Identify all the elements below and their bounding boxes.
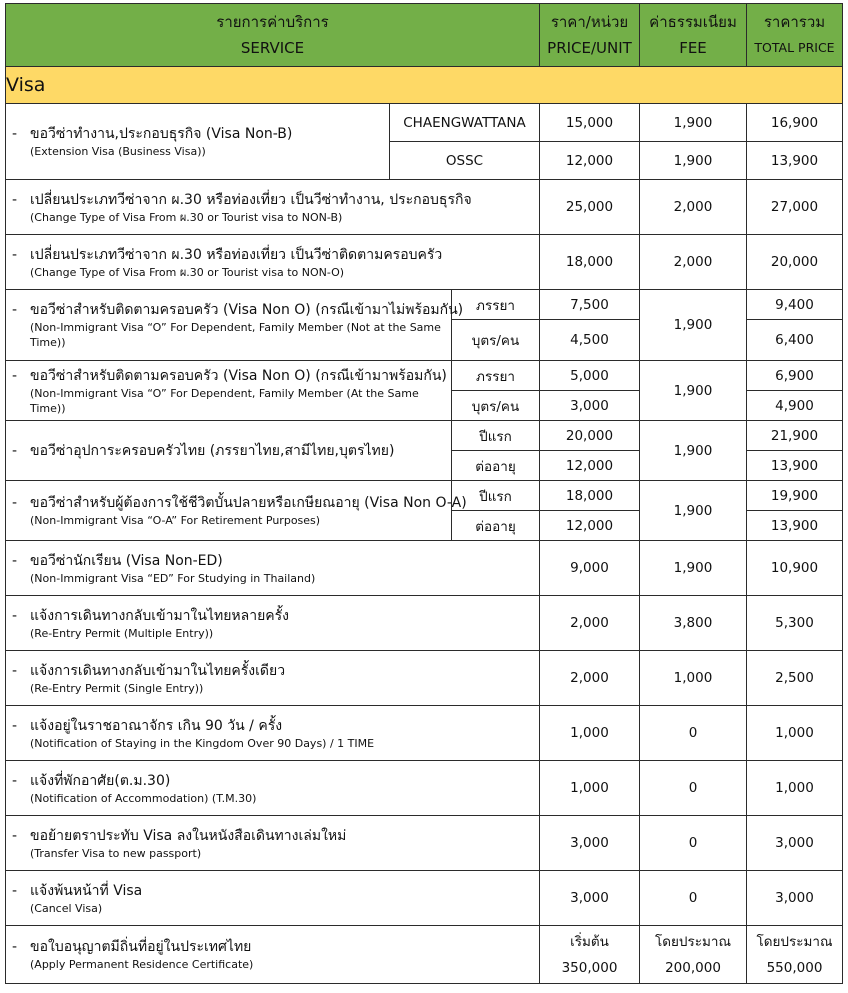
bullet-dash: - (12, 126, 18, 142)
service-name-th: - แจ้งอยู่ในราชอาณาจักร เกิน 90 วัน / ครั้ง (12, 717, 283, 734)
fee-cell: 1,900 (640, 142, 747, 180)
total-header-th: ราคารวม (763, 13, 826, 31)
service-name-en: (Re-Entry Permit (Multiple Entry)) (30, 626, 214, 640)
table-row (6, 180, 843, 235)
bullet-dash: - (12, 302, 18, 318)
sub-option-label: บุตร/คน (452, 320, 540, 361)
pricing-table-body (6, 4, 843, 984)
price-cell: 12,000 (540, 451, 640, 481)
sub-option-label: OSSC (390, 142, 540, 180)
service-name-en: (Non-Immigrant Visa “ED” For Studying in Thailand) (30, 571, 316, 585)
service-description (6, 421, 452, 481)
service-name-en: (Transfer Visa to new passport) (30, 846, 202, 860)
service-name-th: - ขอวีซ่าทำงาน,ประกอบธุรกิจ (Visa Non-B) (12, 126, 293, 142)
bullet-dash: - (12, 827, 18, 844)
bullet-dash: - (12, 662, 18, 679)
price-cell: 12,000 (540, 511, 640, 541)
bullet-dash: - (12, 552, 18, 569)
price-cell: 12,000 (540, 142, 640, 180)
bullet-dash: - (12, 246, 18, 263)
total-cell: 27,000 (747, 180, 843, 235)
service-description (6, 596, 540, 651)
total-cell: 1,000 (747, 761, 843, 816)
service-name-th: - เปลี่ยนประเภทวีซ่าจาก ผ.30 หรือท่องเที่ยว เป็นวีซ่าติดตามครอบครัว (12, 246, 443, 263)
fee-cell: 0 (640, 761, 747, 816)
fee-cell: 1,900 (640, 104, 747, 142)
service-name-en: (Non-Immigrant Visa “O-A” For Retirement Purposes) (30, 514, 321, 527)
price-cell: 3,000 (540, 816, 640, 871)
total-note: โดยประมาณ (756, 933, 833, 950)
fee-value: 200,000 (665, 959, 721, 976)
service-description (6, 481, 467, 541)
fee-cell: 2,000 (640, 235, 747, 290)
service-header (6, 4, 540, 67)
table-row (6, 761, 843, 816)
service-name-th: - ขอวีซ่าสำหรับผู้ต้องการใช้ชีวิตบั้นปลายหรือเกษียณอายุ (Visa Non O-A) (12, 495, 467, 511)
bullet-dash: - (12, 367, 18, 384)
table-row (6, 421, 843, 451)
service-name-en: (Notification of Accommodation) (T.M.30) (30, 791, 257, 805)
bullet-dash: - (12, 939, 18, 955)
total-cell: 3,000 (747, 871, 843, 926)
table-row (6, 361, 843, 391)
service-name-en: (Extension Visa (Business Visa)) (30, 145, 206, 158)
fee-cell (640, 926, 747, 984)
service-name-th: - ขอวีซ่าสำหรับติดตามครอบครัว (Visa Non O) (กรณีเข้ามาพร้อมกัน) (12, 367, 447, 384)
price-cell: 25,000 (540, 180, 640, 235)
bullet-dash: - (12, 191, 18, 208)
bullet-dash: - (12, 882, 18, 899)
total-cell: 19,900 (747, 481, 843, 511)
fee-header-th: ค่าธรรมเนียม (649, 13, 737, 31)
service-description (6, 104, 390, 180)
service-description (6, 290, 464, 361)
table-row (6, 235, 843, 290)
table-row (6, 541, 843, 596)
total-cell: 20,000 (747, 235, 843, 290)
price-cell: 9,000 (540, 541, 640, 596)
pricing-table (5, 3, 843, 984)
sub-option-label: ต่ออายุ (452, 511, 540, 541)
service-description (6, 926, 540, 984)
fee-cell: 1,900 (640, 290, 747, 361)
total-header (747, 4, 843, 67)
fee-note: โดยประมาณ (654, 933, 731, 950)
sub-option-label: ภรรยา (452, 361, 540, 391)
service-name-en: (Non-Immigrant Visa “O” For Dependent, Family Member (At the Same Time)) (30, 386, 419, 415)
price-cell: 3,000 (540, 871, 640, 926)
total-cell (747, 926, 843, 984)
service-description (6, 816, 540, 871)
service-name-th: - เปลี่ยนประเภทวีซ่าจาก ผ.30 หรือท่องเที่ยว เป็นวีซ่าทำงาน, ประกอบธุรกิจ (12, 191, 472, 208)
service-name-th: - แจ้งพ้นหน้าที่ Visa (12, 882, 143, 899)
table-row (6, 481, 843, 511)
total-cell: 2,500 (747, 651, 843, 706)
price-header (540, 4, 640, 67)
sub-option-label: ภรรยา (452, 290, 540, 320)
price-note: เริ่มต้น (570, 933, 609, 950)
sub-option-label: บุตร/คน (452, 391, 540, 421)
service-header-en: SERVICE (240, 39, 305, 57)
header-row (6, 4, 843, 67)
table-row (6, 926, 843, 984)
total-header-en: TOTAL PRICE (754, 40, 835, 55)
service-name-en: (Non-Immigrant Visa “O” For Dependent, Family Member (Not at the Same Time)) (30, 321, 441, 349)
service-description (6, 651, 540, 706)
sub-option-label: ปีแรก (452, 481, 540, 511)
table-row (6, 596, 843, 651)
service-name-th: - ขอใบอนุญาตมีถิ่นที่อยู่ในประเทศไทย (12, 939, 252, 955)
price-cell (540, 926, 640, 984)
total-cell: 13,900 (747, 511, 843, 541)
sub-option-label: CHAENGWATTANA (390, 104, 540, 142)
service-name-th: - แจ้งการเดินทางกลับเข้ามาในไทยหลายครั้ง (12, 607, 290, 624)
bullet-dash: - (12, 495, 18, 511)
fee-cell: 1,900 (640, 481, 747, 541)
total-cell: 21,900 (747, 421, 843, 451)
sub-option-label: ปีแรก (452, 421, 540, 451)
service-name-en: (Re-Entry Permit (Single Entry)) (30, 681, 204, 695)
fee-header (640, 4, 747, 67)
fee-cell: 1,900 (640, 421, 747, 481)
service-name-th: - แจ้งการเดินทางกลับเข้ามาในไทยครั้งเดียว (12, 662, 286, 679)
service-description (6, 706, 540, 761)
price-cell: 1,000 (540, 706, 640, 761)
bullet-dash: - (12, 717, 18, 734)
fee-cell: 0 (640, 706, 747, 761)
bullet-dash: - (12, 607, 18, 624)
price-cell: 18,000 (540, 481, 640, 511)
table-row (6, 651, 843, 706)
total-cell: 3,000 (747, 816, 843, 871)
price-cell: 4,500 (540, 320, 640, 361)
price-cell: 15,000 (540, 104, 640, 142)
table-row (6, 104, 843, 142)
price-cell: 3,000 (540, 391, 640, 421)
sub-option-label: ต่ออายุ (452, 451, 540, 481)
service-description (6, 235, 540, 290)
total-cell: 13,900 (747, 451, 843, 481)
price-header-en: PRICE/UNIT (547, 39, 632, 57)
table-row (6, 706, 843, 761)
bullet-dash: - (12, 442, 18, 459)
total-cell: 4,900 (747, 391, 843, 421)
total-cell: 6,900 (747, 361, 843, 391)
total-cell: 1,000 (747, 706, 843, 761)
service-name-th: - ขอย้ายตราประทับ Visa ลงในหนังสือเดินทางเล่มใหม่ (12, 827, 347, 844)
price-cell: 18,000 (540, 235, 640, 290)
service-name-th: - ขอวีซ่านักเรียน (Visa Non-ED) (12, 552, 223, 569)
price-cell: 7,500 (540, 290, 640, 320)
total-cell: 13,900 (747, 142, 843, 180)
price-cell: 5,000 (540, 361, 640, 391)
service-description (6, 361, 452, 421)
total-cell: 16,900 (747, 104, 843, 142)
service-description (6, 180, 540, 235)
service-name-th: - ขอวีซ่าอุปการะครอบครัวไทย (ภรรยาไทย,สามีไทย,บุตรไทย) (12, 442, 395, 459)
service-name-en: (Change Type of Visa From ผ.30 or Tourist visa to NON-B) (30, 210, 343, 224)
bullet-dash: - (12, 772, 18, 789)
fee-cell: 0 (640, 871, 747, 926)
service-name-th: - ขอวีซ่าสำหรับติดตามครอบครัว (Visa Non O) (กรณีเข้ามาไม่พร้อมกัน) (12, 302, 464, 318)
section-row (6, 67, 843, 104)
total-cell: 9,400 (747, 290, 843, 320)
price-cell: 1,000 (540, 761, 640, 816)
fee-cell: 3,800 (640, 596, 747, 651)
price-cell: 2,000 (540, 651, 640, 706)
service-description (6, 761, 540, 816)
service-header-th: รายการค่าบริการ (216, 13, 329, 31)
service-description (6, 871, 540, 926)
total-cell: 5,300 (747, 596, 843, 651)
section-title: Visa (6, 67, 843, 104)
total-cell: 10,900 (747, 541, 843, 596)
fee-cell: 2,000 (640, 180, 747, 235)
fee-cell: 1,900 (640, 541, 747, 596)
service-name-en: (Cancel Visa) (30, 901, 103, 915)
price-cell: 2,000 (540, 596, 640, 651)
service-name-th: - แจ้งที่พักอาศัย(ต.ม.30) (12, 772, 171, 789)
table-row (6, 816, 843, 871)
service-description (6, 541, 540, 596)
service-name-en: (Apply Permanent Residence Certificate) (30, 958, 254, 971)
total-value: 550,000 (766, 959, 823, 976)
table-row (6, 290, 843, 320)
price-cell: 20,000 (540, 421, 640, 451)
fee-header-en: FEE (679, 39, 707, 57)
price-header-th: ราคา/หน่วย (550, 13, 629, 31)
service-name-en: (Notification of Staying in the Kingdom Over 90 Days) / 1 TIME (30, 736, 375, 750)
service-name-en: (Change Type of Visa From ผ.30 or Tourist visa to NON-O) (30, 265, 345, 279)
fee-cell: 1,000 (640, 651, 747, 706)
fee-cell: 0 (640, 816, 747, 871)
price-value: 350,000 (561, 959, 618, 976)
fee-cell: 1,900 (640, 361, 747, 421)
total-cell: 6,400 (747, 320, 843, 361)
table-row (6, 871, 843, 926)
